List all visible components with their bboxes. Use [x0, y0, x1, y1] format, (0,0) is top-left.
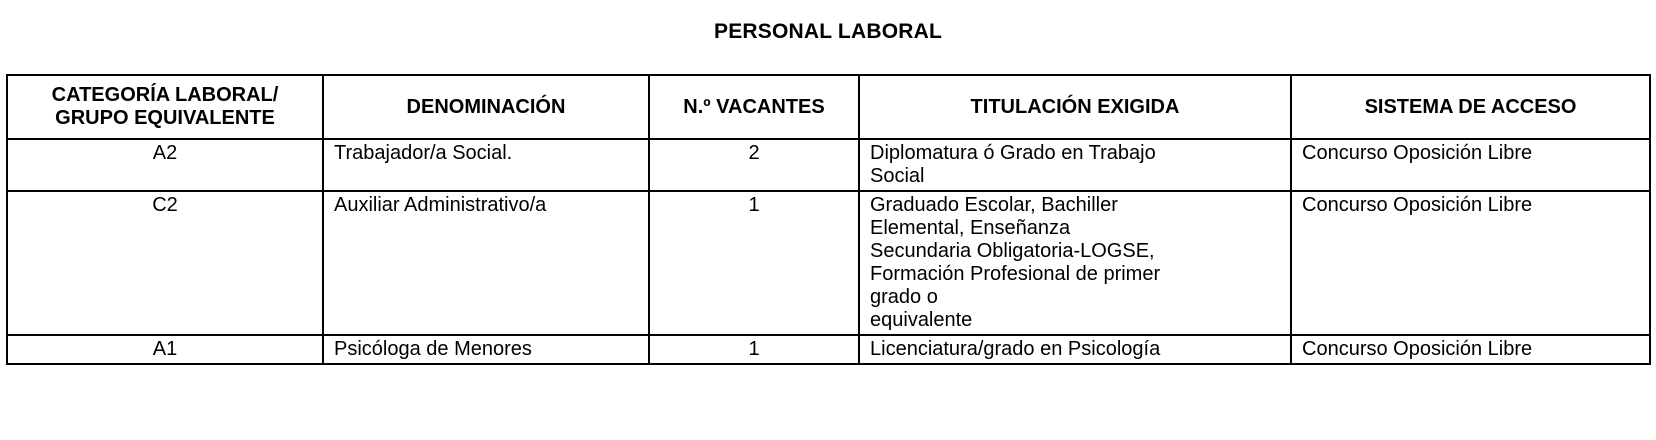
- cell-categoria: A2: [7, 139, 323, 191]
- header-sistema: SISTEMA DE ACCESO: [1291, 75, 1650, 139]
- table-row: [7, 191, 1650, 335]
- header-row: [7, 75, 1650, 139]
- header-categoria-line1: CATEGORÍA LABORAL/: [51, 84, 279, 106]
- header-categoria-line2: GRUPO EQUIVALENTE: [55, 107, 275, 129]
- header-denominacion: DENOMINACIÓN: [323, 75, 649, 139]
- cell-vacantes: 2: [649, 139, 859, 191]
- cell-titulacion: Graduado Escolar, Bachiller Elemental, Enseñanza Secundaria Obligatoria-LOGSE, Formación Profesional de primer grado o equivalente: [859, 191, 1291, 335]
- header-vacantes: N.º VACANTES: [649, 75, 859, 139]
- staff-table: [6, 74, 1651, 365]
- cell-vacantes: 1: [649, 335, 859, 364]
- table-row: [7, 139, 1650, 191]
- cell-sistema: Concurso Oposición Libre: [1291, 191, 1650, 335]
- cell-denominacion: Auxiliar Administrativo/a: [323, 191, 649, 335]
- cell-denominacion: Trabajador/a Social.: [323, 139, 649, 191]
- table-row: [7, 335, 1650, 364]
- cell-denominacion: Psicóloga de Menores: [323, 335, 649, 364]
- cell-sistema: Concurso Oposición Libre: [1291, 335, 1650, 364]
- cell-categoria: A1: [7, 335, 323, 364]
- header-categoria: [7, 75, 323, 139]
- cell-vacantes: 1: [649, 191, 859, 335]
- page-title: PERSONAL LABORAL: [714, 20, 942, 43]
- cell-titulacion: Licenciatura/grado en Psicología: [859, 335, 1291, 364]
- cell-titulacion: Diplomatura ó Grado en Trabajo Social: [859, 139, 1291, 191]
- cell-categoria: C2: [7, 191, 323, 335]
- cell-sistema: Concurso Oposición Libre: [1291, 139, 1650, 191]
- header-titulacion: TITULACIÓN EXIGIDA: [859, 75, 1291, 139]
